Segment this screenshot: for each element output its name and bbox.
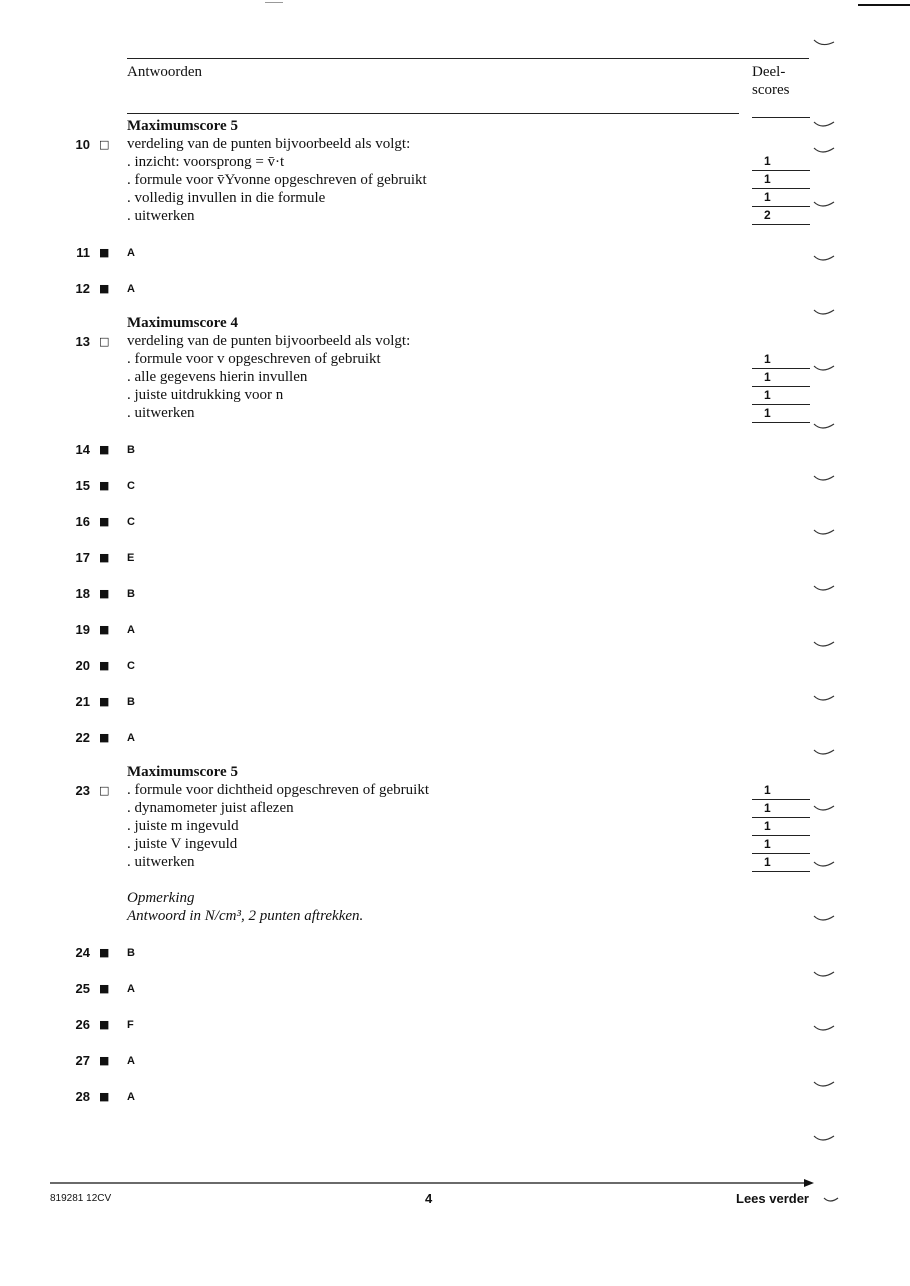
- question-number: 23: [75, 783, 90, 798]
- partial-score: 1: [752, 350, 810, 369]
- mc-marker: ■: [99, 443, 110, 456]
- scoring-intro: verdeling van de punten bijvoorbeeld als volgt:: [127, 136, 411, 152]
- open-question-marker: □: [99, 138, 110, 151]
- mc-marker: ■: [99, 731, 110, 744]
- partial-score: 1: [752, 835, 810, 854]
- question-number: 19: [75, 622, 90, 637]
- check-icon: [814, 122, 834, 126]
- remark-text: Antwoord in N/cm³, 2 punten aftrekken.: [127, 908, 364, 924]
- answers-heading: Antwoorden: [127, 64, 202, 80]
- scoring-line: . formule voor dichtheid opgeschreven of gebruikt: [127, 782, 429, 798]
- mc-answer: A: [127, 1091, 135, 1103]
- check-icon: [824, 1198, 838, 1201]
- question-number: 13: [75, 334, 90, 349]
- check-icon: [814, 696, 834, 700]
- partial-score: 1: [752, 404, 810, 423]
- question-number: 27: [75, 1053, 90, 1068]
- mc-marker: ■: [99, 1054, 110, 1067]
- open-question-marker: □: [99, 335, 110, 348]
- check-icon: [814, 530, 834, 534]
- question-number: 24: [75, 945, 90, 960]
- mc-marker: ■: [99, 282, 110, 295]
- question-number: 10: [75, 137, 90, 152]
- deel-label: Deel-: [752, 64, 786, 80]
- partial-score: 2: [752, 206, 810, 225]
- scoring-line: . formule voor v opgeschreven of gebruikt: [127, 351, 381, 367]
- check-icon: [814, 972, 834, 976]
- partial-score: 1: [752, 853, 810, 872]
- scores-label: scores: [752, 82, 790, 98]
- question-number: 18: [75, 586, 90, 601]
- header-rule-bottom: [127, 113, 739, 114]
- check-icon: [814, 40, 834, 45]
- header-rule: [127, 58, 809, 59]
- check-icon: [814, 806, 834, 810]
- scoring-line: . juiste m ingevuld: [127, 818, 239, 834]
- question-number: 12: [75, 281, 90, 296]
- check-icon: [814, 256, 834, 260]
- check-icon: [814, 642, 834, 646]
- check-icon: [814, 750, 834, 754]
- open-question-marker: □: [99, 784, 110, 797]
- mc-marker: ■: [99, 946, 110, 959]
- scoring-line: . juiste V ingevuld: [127, 836, 238, 852]
- max-score-13: Maximumscore 4: [127, 315, 238, 331]
- check-icon: [814, 424, 834, 428]
- scoring-line: . uitwerken: [127, 854, 195, 870]
- mc-answer: A: [127, 732, 135, 744]
- check-icon: [814, 586, 834, 590]
- scoring-line: . juiste uitdrukking voor n: [127, 387, 284, 403]
- question-number: 16: [75, 514, 90, 529]
- scoring-intro: verdeling van de punten bijvoorbeeld als volgt:: [127, 333, 411, 349]
- mc-answer: A: [127, 624, 135, 636]
- scoring-line: . formule voor v̄Yvonne opgeschreven of gebruikt: [127, 172, 427, 188]
- question-number: 26: [75, 1017, 90, 1032]
- scan-mark: [858, 4, 910, 6]
- question-number: 28: [75, 1089, 90, 1104]
- partial-score: 1: [752, 152, 810, 171]
- scoring-line: . dynamometer juist aflezen: [127, 800, 294, 816]
- scoring-line: . inzicht: voorsprong = v̄·t: [127, 154, 285, 170]
- mc-answer: C: [127, 660, 135, 672]
- question-number: 14: [75, 442, 90, 457]
- check-icon: [814, 310, 834, 314]
- scoring-line: . uitwerken: [127, 405, 195, 421]
- scoring-line: . volledig invullen in die formule: [127, 190, 326, 206]
- mc-answer: C: [127, 516, 135, 528]
- mc-answer: B: [127, 444, 135, 456]
- remark-title: Opmerking: [127, 890, 195, 906]
- page-number: 4: [425, 1191, 433, 1206]
- partial-score: 1: [752, 170, 810, 189]
- mc-marker: ■: [99, 1018, 110, 1031]
- mc-marker: ■: [99, 623, 110, 636]
- check-icon: [814, 862, 834, 866]
- scores-rule: [752, 117, 810, 118]
- check-icon: [814, 1026, 834, 1030]
- mc-answer: A: [127, 983, 135, 995]
- question-number: 20: [75, 658, 90, 673]
- mc-answer: B: [127, 696, 135, 708]
- mc-marker: ■: [99, 515, 110, 528]
- mc-marker: ■: [99, 695, 110, 708]
- mc-answer: A: [127, 247, 135, 259]
- mc-marker: ■: [99, 659, 110, 672]
- mc-marker: ■: [99, 551, 110, 564]
- mc-answer: F: [127, 1019, 134, 1031]
- mc-answer: E: [127, 552, 135, 564]
- check-icon: [814, 916, 834, 920]
- mc-marker: ■: [99, 982, 110, 995]
- max-score-23: Maximumscore 5: [127, 764, 238, 780]
- check-icon: [814, 366, 834, 370]
- mc-marker: ■: [99, 587, 110, 600]
- mc-marker: ■: [99, 479, 110, 492]
- mc-answer: B: [127, 588, 135, 600]
- partial-score: 1: [752, 188, 810, 207]
- partial-score: 1: [752, 799, 810, 818]
- scoring-line: . alle gegevens hierin invullen: [127, 369, 308, 385]
- mc-marker: ■: [99, 1090, 110, 1103]
- partial-score: 1: [752, 386, 810, 405]
- scoring-line: . uitwerken: [127, 208, 195, 224]
- max-score-10: Maximumscore 5: [127, 118, 238, 134]
- exam-code: 819281 12CV: [50, 1193, 112, 1204]
- continue-label: Lees verder: [736, 1191, 809, 1206]
- scan-mark: [265, 2, 283, 3]
- partial-score: 1: [752, 368, 810, 387]
- mc-answer: A: [127, 1055, 135, 1067]
- question-number: 11: [76, 245, 90, 260]
- partial-score: 1: [752, 817, 810, 836]
- question-number: 21: [75, 694, 90, 709]
- partial-score: 1: [752, 781, 810, 800]
- question-number: 15: [75, 478, 90, 493]
- question-number: 22: [75, 730, 90, 745]
- check-icon: [814, 1082, 834, 1086]
- check-icon: [814, 148, 834, 152]
- mc-answer: C: [127, 480, 135, 492]
- check-icon: [814, 202, 834, 206]
- check-icon: [814, 1136, 834, 1140]
- continue-arrow: [50, 1177, 815, 1189]
- check-marks: [810, 30, 840, 1210]
- question-number: 25: [75, 981, 90, 996]
- mc-answer: B: [127, 947, 135, 959]
- mc-answer: A: [127, 283, 135, 295]
- question-number: 17: [75, 550, 90, 565]
- mc-marker: ■: [99, 246, 110, 259]
- check-icon: [814, 476, 834, 480]
